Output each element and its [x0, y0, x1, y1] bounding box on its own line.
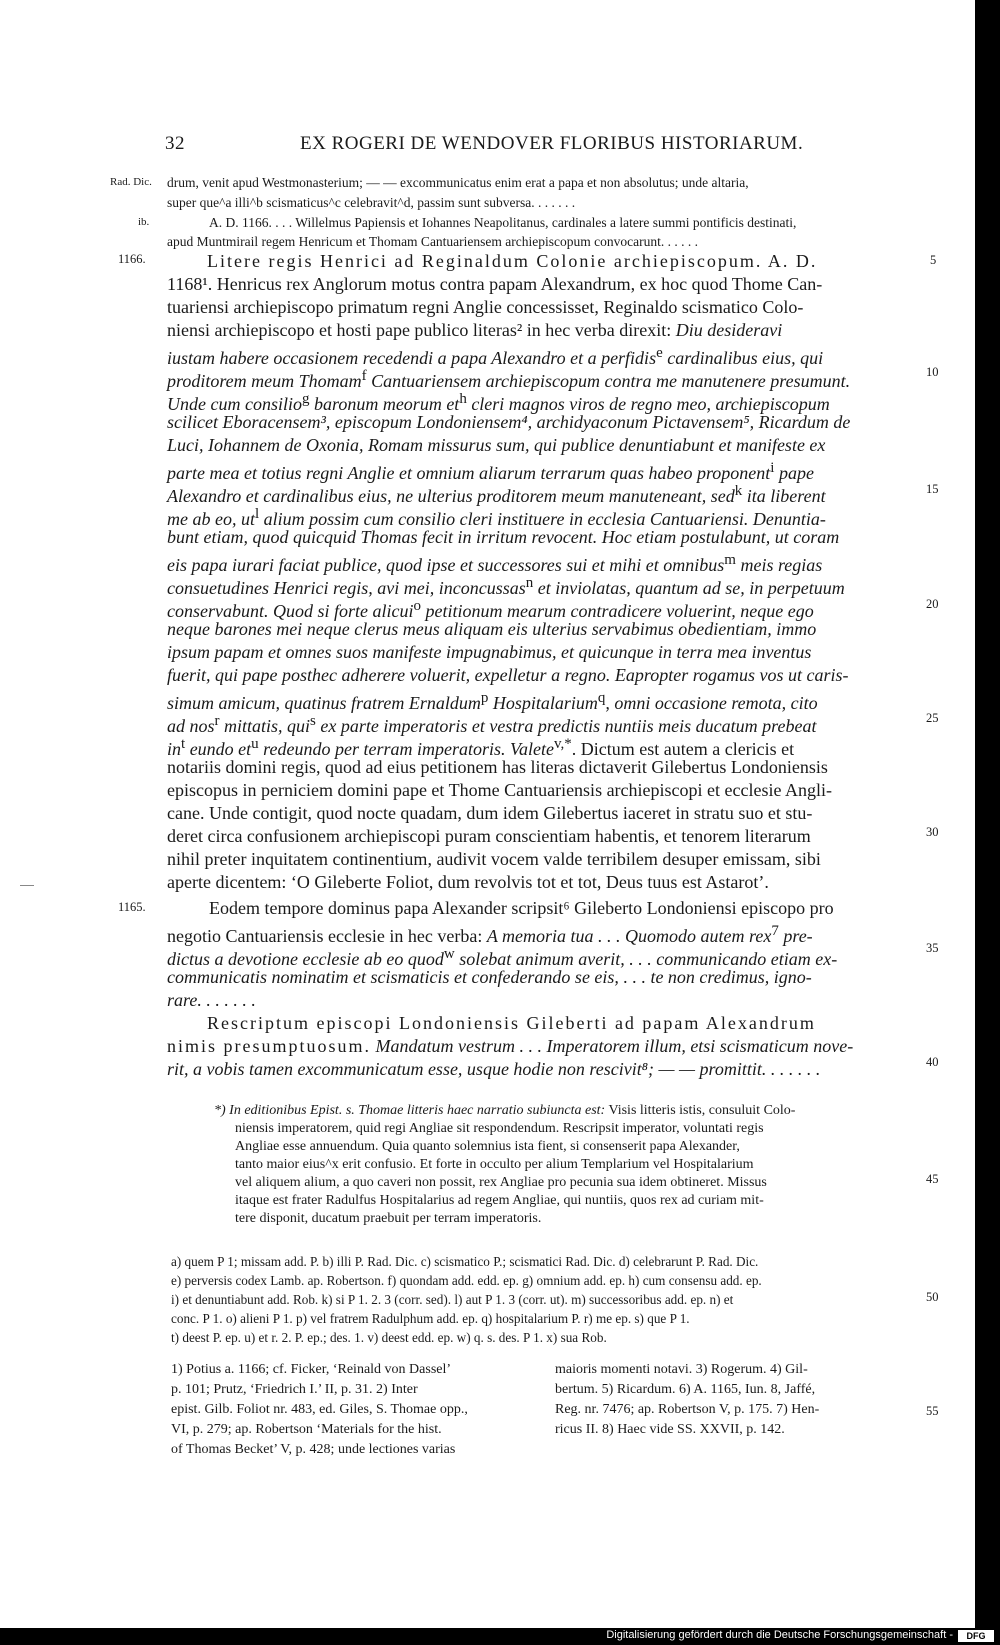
running-title: EX ROGERI DE WENDOVER FLORIBUS HISTORIARUM.	[300, 133, 804, 154]
section-heading: Rescriptum episcopi Londoniensis Gileberti ad papam Alexandrum	[207, 1013, 816, 1033]
page-number: 32	[165, 133, 185, 154]
digitization-footer	[0, 1628, 1000, 1645]
body-line: dictus a devotione ecclesie ab eo quod$^w$ solebat animum averit, . . . communicando etiam ex-	[167, 946, 838, 969]
body-line: ipsum papam et omnes suos manifeste impugnabimus, et quicunque in terra mea inventus	[167, 642, 812, 662]
extract-line: super que^a illi^b scismaticus^c celebravit^d, passim sunt subversa. . . . . . .	[167, 195, 576, 210]
body-line: tuariensi archiepiscopo primatum regni Anglie concessisset, Reginaldo scismatico Colo-	[167, 297, 804, 317]
body-line: parte mea et totius regni Anglie et omnium aliarum terrarum quas habeo proponent$^i$ pape	[167, 460, 814, 483]
body-line: simum amicum, quatinus fratrem Ernaldum$^p$ Hospitalarium$^q$, omni occasione remota, cito	[167, 690, 818, 713]
line-number: 10	[926, 365, 939, 379]
line-number: 20	[926, 597, 939, 611]
body-line: ad nos$^r$ mittatis, qui$^s$ ex parte imperatoris et vestra predictis nuntiis meis ducatum prebeat	[167, 713, 817, 736]
footnote-line: VI, p. 279; ap. Robertson ‘Materials for the hist.	[171, 1422, 442, 1437]
star-note-line: Angliae esse annuendum. Quia quanto solemnius ista fient, si consenserit papa Alexander,	[235, 1139, 740, 1154]
star-note-line: vel aliquem alium, a quo caveri non possit, rex Angliae pro pecunia sua idem obtineret. Missus	[235, 1175, 767, 1190]
star-note-line: niensis imperatorem, quid regi Angliae sit respondendum. Rescripsit imperator, voluntati regis	[235, 1121, 764, 1136]
body-line: Luci, Iohannem de Oxonia, Romam missurus sum, qui publice denuntiabunt et manifeste ex	[167, 435, 826, 455]
dfg-logo: DFG	[958, 1630, 994, 1642]
line-number: 50	[926, 1290, 939, 1304]
extract-line: drum, venit apud Westmonasterium; — — excommunicatus enim erat a papa et non absolutus; unde altaria,	[167, 175, 749, 190]
body-line: scilicet Eboracensem³, episcopum Londoniensem⁴, archidyaconum Pictavensem⁵, Ricardum de	[167, 412, 851, 432]
variant-note-line: a) quem P 1; missam add. P. b) illi P. Rad. Dic. c) scismatico P.; scismatici Rad. Dic. d) celebrarunt P. Rad. Dic.	[171, 1254, 759, 1269]
line-number: 15	[926, 482, 939, 496]
body-line: neque barones mei neque clerus meus aliquam eis ulterius servabimus obedientiam, immo	[167, 619, 817, 639]
body-line: episcopus in perniciem domini pape et Thome Cantuariensis archiepiscopi et ecclesie Angli-	[167, 780, 832, 800]
star-note-line: tanto maior eius^x erit confusio. Et forte in occulto per alium Templarium vel Hospitalarium	[235, 1157, 754, 1172]
body-line: negotio Cantuariensis ecclesie in hec verba: A memoria tua . . . Quomodo autem rex$^7$ pre-	[167, 923, 813, 946]
body-line: notariis domini regis, quod ad eius petitionem has literas dictaverit Gilebertus Londoniensis	[167, 757, 828, 777]
body-line: proditorem meum Thomam$^f$ Cantuariensem archiepiscopum contra me manutenere presumunt.	[167, 368, 851, 391]
variant-note-line: i) et denuntiabunt add. Rob. k) si P 1. 2. 3 (corr. sed). l) aut P 1. 3 (corr. ut). m) successoribus add. ep. n) et	[171, 1292, 734, 1307]
body-line: consuetudines Henrici regis, avi mei, inconcussas$^n$ et inviolatas, quantum ad se, in perpetuum	[167, 575, 845, 598]
line-number: 25	[926, 711, 939, 725]
body-line: nihil preter inquitatem continentium, audivit vocem valde terribilem desuper emissam, sibi	[167, 849, 821, 869]
body-line: nimis presumptuosum. Mandatum vestrum . . . Imperatorem illum, etsi scismaticum nove-	[167, 1036, 854, 1056]
star-note-line: tere disponit, ducatum praebuit per terram imperatoris.	[235, 1211, 542, 1226]
footnote-line: p. 101; Prutz, ‘Friedrich I.’ II, p. 31. 2) Inter	[171, 1382, 418, 1397]
footnote-line: ricus II. 8) Haec vide SS. XXVII, p. 142.	[555, 1422, 785, 1437]
star-note-line: itaque est frater Radulfus Hospitalarius ad regem Angliae, qui nuntiis, quos rex ad curiam mit-	[235, 1193, 764, 1208]
body-line: $in^t$ eundo $et^u$ redeundo per terram imperatoris. Valete$^{v,*}$. Dictum est autem a clericis et	[167, 736, 795, 759]
footer-credit: Digitalisierung gefördert durch die Deutsche Forschungsgemeinschaft -	[606, 1629, 953, 1641]
body-line: niensi archiepiscopo et hosti pape publico literas² in hec verba direxit: Diu desideravi	[167, 320, 783, 340]
body-line: rit, a vobis tamen excommunicatum esse, usque hodie non rescivit⁸; — — promittit. . . . . . .	[167, 1059, 821, 1079]
variant-note-line: t) deest P. ep. u) et r. 2. P. ep.; des. 1. v) deest edd. ep. w) q. s. des. P 1. x) sua Rob.	[171, 1330, 607, 1345]
body-line: me ab eo, $ut^l$ alium possim cum consilio cleri instituere in ecclesia Cantuariensi. Denuntia-	[167, 506, 826, 529]
variant-note-line: e) perversis codex Lamb. ap. Robertson. f) quondam add. edd. ep. g) omnium add. ep. h) cum consensu add. ep.	[171, 1273, 762, 1288]
margin-note-year: 1166.	[118, 252, 146, 266]
section-heading: Litere regis Henrici ad Reginaldum Colonie archiepiscopum. A. D.	[207, 251, 818, 271]
margin-note-year: 1165.	[118, 900, 146, 914]
margin-note-source: Rad. Dic.	[110, 176, 152, 188]
body-line: cane. Unde contigit, quod nocte quadam, dum idem Gilebertus iaceret in stratu suo et stu-	[167, 803, 813, 823]
body-line: Unde cum consilio$^g$ baronum meorum $et^h$ cleri magnos viros de regno meo, archiepiscopum	[167, 391, 830, 414]
body-line: deret circa confusionem archiepiscopi puram conscientiam habentis, et tenorem literarum	[167, 826, 811, 846]
body-line: rare. . . . . . .	[167, 990, 256, 1010]
footnote-line: 1) Potius a. 1166; cf. Ficker, ‘Reinald von Dassel’	[171, 1362, 452, 1377]
footnote-line: epist. Gilb. Foliot nr. 483, ed. Giles, S. Thomae opp.,	[171, 1402, 468, 1417]
line-number: 40	[926, 1055, 939, 1069]
body-line: aperte dicentem: ‘O Gileberte Foliot, dum revolvis tot et tot, Deus tuus est Astarot’.	[167, 872, 769, 892]
extract-line: apud Muntmirail regem Henricum et Thomam Cantuariensem archiepiscopum convocarunt. . . . . .	[167, 234, 698, 249]
body-line: Alexandro et cardinalibus eius, ne ulterius proditorem meum manuteneant, sed$^k$ ita liberent	[167, 483, 826, 506]
line-number: 30	[926, 825, 939, 839]
body-line: iustam habere occasionem recedendi a papa Alexandro et a perfidis$^e$ cardinalibus eius, qui	[167, 345, 824, 368]
body-line: fuerit, qui pape posthec adherere voluerit, expelletur a regno. Eapropter rogamus vos ut caris-	[167, 665, 849, 685]
footnote-line: of Thomas Becket’ V, p. 428; unde lectiones varias	[171, 1442, 456, 1457]
margin-note-ib: ib.	[138, 216, 150, 228]
footnote-line: Reg. nr. 7476; ap. Robertson V, p. 175. 7) Hen-	[555, 1402, 820, 1417]
margin-mark	[20, 885, 34, 886]
line-number: 45	[926, 1172, 939, 1186]
body-line: bunt etiam, quod quicquid Thomas fecit in irritum revocent. Hoc etiam postulabunt, ut coram	[167, 527, 840, 547]
body-line: eis papa iurari faciat publice, quod ipse et successores sui et mihi et omnibus$^m$ meis regias	[167, 552, 823, 575]
line-number: 55	[926, 1404, 939, 1418]
body-line: Eodem tempore dominus papa Alexander scripsit⁶ Gileberto Londoniensi episcopo pro	[209, 898, 834, 918]
footnote-line: maioris momenti notavi. 3) Rogerum. 4) Gil-	[555, 1362, 808, 1377]
body-line: communicatis nominatim et scismaticis et confederando se eis, . . . te non credimus, igno-	[167, 967, 812, 987]
line-number: 35	[926, 941, 939, 955]
star-note-line: *) In editionibus Epist. s. Thomae litteris haec narratio subiuncta est: Visis litteris istis, consuluit Colo-	[214, 1103, 796, 1118]
footnote-line: bertum. 5) Ricardum. 6) A. 1165, Iun. 8, Jaffé,	[555, 1382, 816, 1397]
body-line: 1168¹. Henricus rex Anglorum motus contra papam Alexandrum, ex hoc quod Thome Can-	[167, 274, 823, 294]
variant-note-line: conc. P 1. o) alieni P 1. p) vel fratrem Radulphum add. ep. q) hospitalarium P. r) me ep. s) que P 1.	[171, 1311, 690, 1326]
body-line: conservabunt. Quod si forte alicui$^o$ petitionum mearum contradicere voluerint, neque ego	[167, 598, 814, 621]
line-number: 5	[930, 253, 937, 267]
extract-line: A. D. 1166. . . . Willelmus Papiensis et Iohannes Neapolitanus, cardinales a latere summi pontificis destinati,	[209, 215, 797, 230]
